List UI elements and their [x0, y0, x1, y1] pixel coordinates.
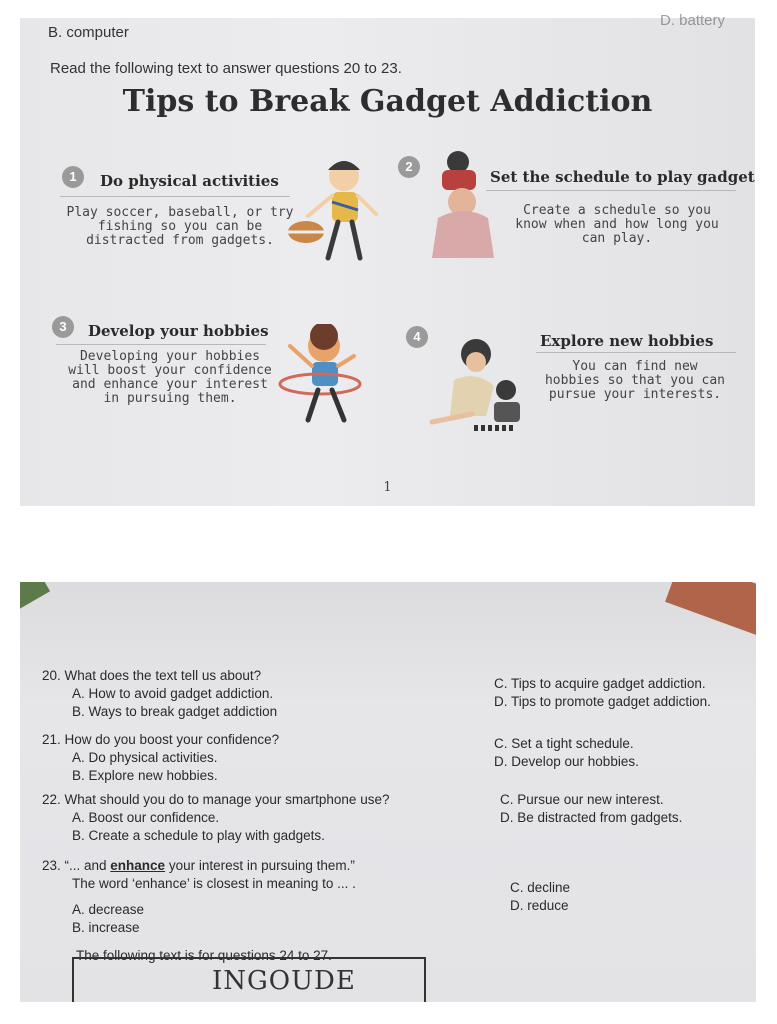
tip-2-body: Create a schedule so you know when and how long you can play. — [515, 203, 719, 246]
question-20-option-a: A. How to avoid gadget addiction. — [72, 686, 274, 701]
question-20-option-d: D. Tips to promote gadget addiction. — [494, 694, 711, 709]
worksheet-page-1 — [20, 12, 755, 506]
question-23-option-c: C. decline — [510, 880, 571, 895]
tip-1-body: Play soccer, baseball, or try fishing so you can be distracted from gadgets. — [66, 205, 294, 248]
next-text-title: INGOUDE — [212, 966, 356, 996]
previous-option-b: B. computer — [48, 24, 129, 41]
question-20-option-b: B. Ways to break gadget addiction — [72, 704, 278, 719]
tip-2-rule — [486, 190, 736, 191]
next-text-instruction: The following text is for questions 24 to 27. — [76, 948, 332, 963]
tip-4-badge: 4 — [406, 326, 428, 348]
question-23-option-d: D. reduce — [510, 898, 569, 913]
tip-2-badge: 2 — [398, 156, 420, 178]
tip-4-rule — [536, 352, 736, 353]
question-23: 23. “... and enhance your interest in pursuing them.” — [42, 858, 355, 873]
question-23-stem-line-2: The word ‘enhance’ is closest in meaning to ... . — [72, 876, 356, 891]
question-21-option-b: B. Explore new hobbies. — [72, 768, 218, 783]
tip-3-body: Developing your hobbies will boost your confidence and enhance your interest in pursuing them. — [68, 349, 272, 406]
tip-2-heading: Set the schedule to play gadget — [490, 168, 755, 186]
kids-playing-on-floor-illustration — [424, 332, 534, 440]
tip-1-rule — [60, 196, 290, 197]
question-23-option-a: A. decrease — [72, 902, 145, 917]
question-21: 21. How do you boost your confidence? — [42, 732, 280, 747]
worksheet-page-2 — [20, 582, 756, 1002]
page-number: 1 — [383, 480, 392, 495]
question-22-option-c: C. Pursue our new interest. — [500, 792, 664, 807]
question-22-option-d: D. Be distracted from gadgets. — [500, 810, 683, 825]
page-gap — [0, 506, 777, 580]
question-21-option-a: A. Do physical activities. — [72, 750, 218, 765]
emphasized-word: enhance — [110, 858, 166, 873]
tip-3-badge: 3 — [52, 316, 74, 338]
tip-4-body: You can find new hobbies so that you can pursue your interests. — [544, 359, 725, 402]
tip-4-heading: Explore new hobbies — [540, 332, 714, 350]
corner-green-object — [20, 582, 50, 609]
text-title: Tips to Break Gadget Addiction — [122, 84, 653, 119]
question-21-option-c: C. Set a tight schedule. — [494, 736, 634, 751]
tip-3-heading: Develop your hobbies — [88, 322, 269, 340]
question-23-option-b: B. increase — [72, 920, 140, 935]
children-with-schedule-illustration — [424, 148, 504, 260]
previous-option-d: D. battery — [659, 12, 725, 29]
kid-playing-sports-illustration — [282, 150, 382, 268]
question-22-option-b: B. Create a schedule to play with gadgets. — [72, 828, 325, 843]
question-20: 20. What does the text tell us about? — [42, 668, 262, 683]
question-22-option-a: A. Boost our confidence. — [72, 810, 220, 825]
question-21-option-d: D. Develop our hobbies. — [494, 754, 639, 769]
tip-3-rule — [56, 344, 266, 345]
corner-wood-object — [665, 582, 756, 639]
tip-1-heading: Do physical activities — [100, 172, 279, 190]
tip-1-badge: 1 — [62, 166, 84, 188]
reading-instruction: Read the following text to answer questions 20 to 23. — [50, 60, 402, 77]
kid-with-hula-hoop-illustration — [272, 324, 368, 426]
question-20-option-c: C. Tips to acquire gadget addiction. — [494, 676, 706, 691]
question-22: 22. What should you do to manage your smartphone use? — [42, 792, 390, 807]
